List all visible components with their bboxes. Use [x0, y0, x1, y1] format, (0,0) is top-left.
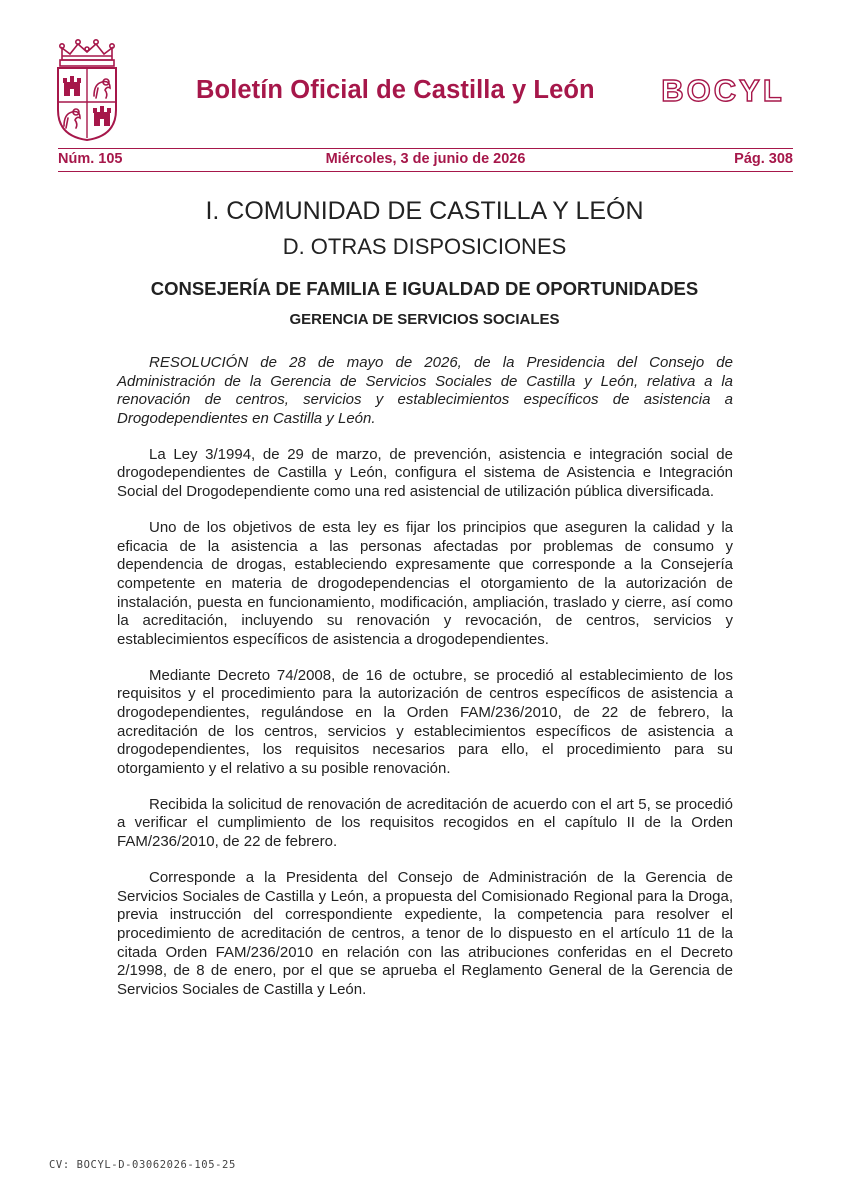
verification-code: CV: BOCYL-D-03062026-105-25: [49, 1159, 236, 1171]
subsection-heading: D. OTRAS DISPOSICIONES: [282, 234, 567, 259]
body-paragraph: La Ley 3/1994, de 29 de marzo, de prevención, asistencia e integración social de drogodependientes de Castilla y León, configura el sistema de Asistencia e Integración Social del Drogodependiente como una red asistencial de utilización pública diversificada.: [117, 445, 733, 501]
resolution-summary: RESOLUCIÓN de 28 de mayo de 2026, de la Presidencia del Consejo de Administración de la Gerencia de Servicios Sociales de Castilla y León, relativa a la renovación de centros, servicios y establecimientos específicos de asistencia a Drogodependientes en Castilla y León.: [117, 354, 733, 427]
bocyl-logo: [652, 74, 794, 106]
section-heading: I. COMUNIDAD DE CASTILLA Y LEÓN: [205, 197, 644, 225]
body-paragraph: Corresponde a la Presidenta del Consejo de Administración de la Gerencia de Servicios Sociales de Castilla y León, a propuesta del Comisionado Regional para la Droga, previa instrucción del correspondiente expediente, la competencia para resolver el procedimiento de acreditación de centros, a tenor de lo dispuesto en el artículo 11 de la citada Orden FAM/236/2010 en relación con las atribuciones conferidas en el Decreto 2/1998, de 8 de enero, por el que se aprueba el Reglamento General de la Gerencia de Servicios Sociales de Castilla y León.: [117, 869, 733, 998]
bocyl-logo-text: BOCYL: [661, 74, 785, 106]
body-paragraph: Mediante Decreto 74/2008, de 16 de octubre, se procedió al establecimiento de los requisitos y el procedimiento para la autorización de centros específicos de asistencia a drogodependientes, regulándose en la Orden FAM/236/2010, de 22 de febrero, la acreditación de los centros, servicios y establecimientos específicos de asistencia a drogodependientes, los requisitos necesarios para ello, el procedimiento para su otorgamiento y el relativo a su posible renovación.: [117, 666, 733, 777]
document-body: [117, 354, 733, 1017]
body-paragraph: Recibida la solicitud de renovación de acreditación de acuerdo con el art 5, se procedió a verificar el cumplimiento de los requisitos recogidos en el capítulo II de la Orden FAM/236/2010, de 22 de febrero.: [117, 795, 733, 851]
issue-number: Núm. 105: [58, 151, 123, 167]
castilla-leon-coat-of-arms-icon: [54, 38, 120, 142]
page-number: Pág. 308: [734, 151, 793, 167]
bulletin-title: Boletín Oficial de Castilla y León: [196, 76, 595, 104]
body-paragraph: Uno de los objetivos de esta ley es fijar los principios que aseguren la calidad y la eficacia de la asistencia a las personas afectadas por problemas de consumo y dependencia de drogas, estableciendo expresamente que corresponde a la Consejería competente en materia de drogodependencias el otorgamiento de la autorización de instalación, puesta en funcionamiento, modificación, ampliación, traslado y cierre, así como la acreditación, incluyendo su renovación y revocación, de centros, servicios y establecimientos específicos de asistencia a drogodependientes.: [117, 519, 733, 648]
department-heading: CONSEJERÍA DE FAMILIA E IGUALDAD DE OPORTUNIDADES: [150, 278, 699, 299]
agency-heading: GERENCIA DE SERVICIOS SOCIALES: [289, 311, 560, 328]
issue-date: Miércoles, 3 de junio de 2026: [325, 151, 526, 167]
issue-meta-bar: [58, 148, 793, 172]
